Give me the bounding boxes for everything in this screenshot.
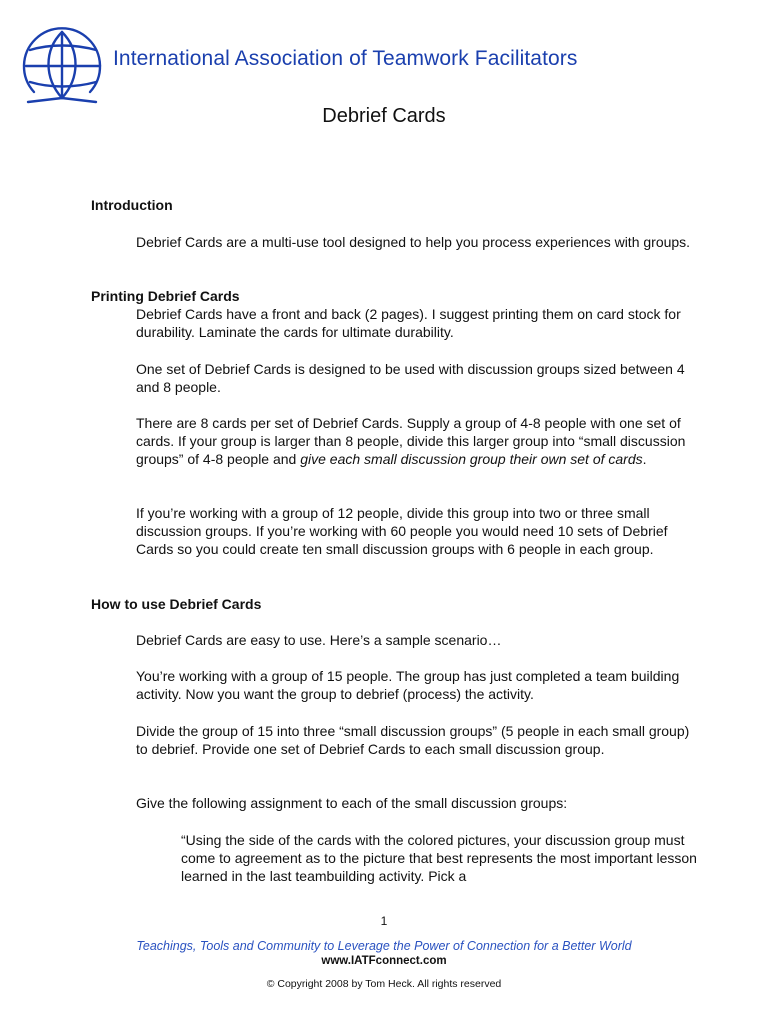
document-title: Debrief Cards [322,105,446,127]
globe-icon [20,22,104,106]
section-heading-introduction: Introduction [91,197,173,213]
assignment-quote: “Using the side of the cards with the colored pictures, your discussion group must come to agreement as to the picture that best represents the most important lesson learned in the last teambuilding activity. Pick a [181,832,697,884]
printing-paragraph-2: One set of Debrief Cards is designed to be used with discussion groups sized between 4 and 8 people. [136,361,685,395]
printing-paragraph-3-text: There are 8 cards per set of Debrief Cards. Supply a group of 4-8 people with one set of cards. If your group is larger than 8 people, divide this larger group into “small discussion groups” of 4-8 people and [136,415,686,467]
copyright-notice: © Copyright 2008 by Tom Heck. All rights reserved [266,978,502,990]
howto-paragraph-3: Divide the group of 15 into three “small discussion groups” (5 people in each small group) to debrief. Provide one set of Debrief Cards to each small discussion group. [136,723,690,757]
howto-paragraph-1: Debrief Cards are easy to use. Here’s a sample scenario… [136,632,502,648]
footer-url[interactable]: www.IATFconnect.com [321,955,447,967]
footer-tagline: Teachings, Tools and Community to Leverage the Power of Connection for a Better World [136,939,632,953]
howto-paragraph-2: You’re working with a group of 15 people. The group has just completed a team building activity. Now you want the group to debrief (process) the activity. [136,668,680,702]
intro-paragraph: Debrief Cards are a multi-use tool designed to help you process experiences with groups. [136,234,691,250]
printing-paragraph-4: If you’re working with a group of 12 people, divide this group into two or three small discussion groups. If you’re working with 60 people you would need 10 sets of Debrief Cards so you could create ten small discussion groups with 6 people in each group. [136,505,668,557]
printing-paragraph-1: Debrief Cards have a front and back (2 pages). I suggest printing them on card stock for durability. Laminate the cards for ultimate durability. [136,306,681,340]
org-name: International Association of Teamwork Facilitators [113,47,578,70]
section-heading-printing: Printing Debrief Cards [91,288,240,304]
howto-paragraph-4: Give the following assignment to each of the small discussion groups: [136,795,568,811]
printing-paragraph-3-emphasis: give each small discussion group their own set of cards [300,451,643,467]
section-heading-how-to-use: How to use Debrief Cards [91,596,262,612]
printing-paragraph-3 [136,414,696,468]
page-number: 1 [380,914,388,928]
printing-paragraph-3-end: . [642,451,647,467]
